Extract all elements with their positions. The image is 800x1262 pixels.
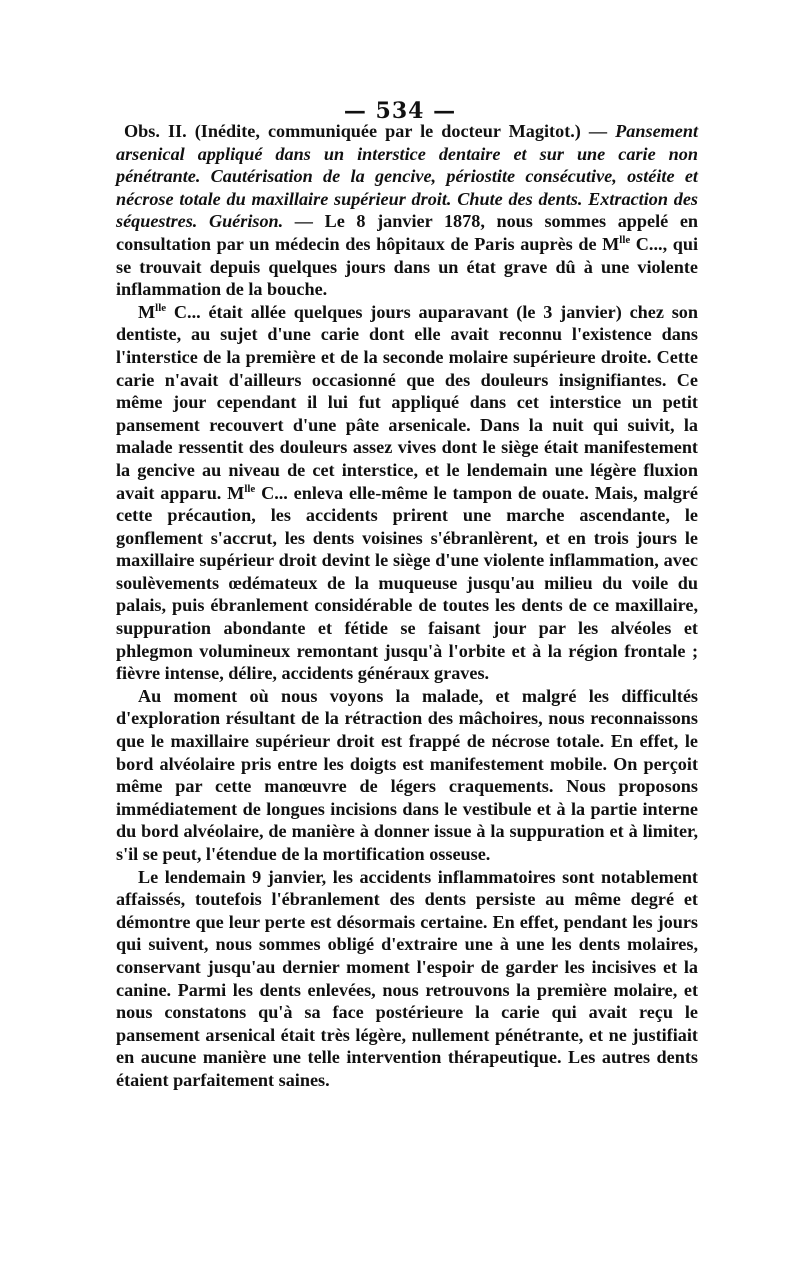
observation-source: (Inédite, communiquée par le docteur Magitot.) — bbox=[194, 121, 608, 141]
paragraph-1-run-2: C..., qui se trouvait depuis quelques jours dans un état grave dû à une violente inflammation de la bouche. bbox=[116, 233, 699, 300]
paragraph-4 bbox=[116, 866, 698, 1092]
paragraph-2-run-0: M bbox=[138, 301, 156, 322]
paragraph-2-run-2: C... était allée quelques jours auparavant (le 3 janvier) chez son dentiste, au sujet d'une carie dont elle avait reconnu l'existence dans l'interstice de la première et de la seconde molaire supérieure droite. Cette carie n'avait d'ailleurs occasionné que des douleurs insignifiantes. Ce même jour cependant il lui fut appliqué dans cet interstice un petit pansement recouvert d'une pâte arsenicale. Dans la nuit qui suivit, la malade ressentit des douleurs assez vives dont le siège était manifestement la gencive au niveau de cet interstice, et le lendemain une légère fluxion avait apparu. M bbox=[116, 301, 698, 503]
page-number: — 534 — bbox=[343, 98, 457, 124]
paragraph-4-run-0: Le lendemain 9 janvier, les accidents inflammatoires sont notablement affaissés, toutefois l'ébranlement des dents persiste au même degré et démontre que leur perte est désormais certaine. En effet, pendant les jours qui suivent, nous sommes obligé d'extraire une à une les dents molaires, conservant jusqu'au dernier moment l'espoir de garder les incisives et la canine. Parmi les dents enlevées, nous retrouvons la première molaire, et nous constatons qu'à sa face postérieure la carie qui avait reçu le pansement arsenical était très légère, nullement pénétrante, et ne justifiait en aucune manière une telle intervention thérapeutique. Les autres dents étaient parfaitement saines. bbox=[116, 866, 698, 1090]
page-body bbox=[116, 120, 698, 1092]
paragraph-2-sup-3: lle bbox=[244, 482, 256, 495]
paragraph-1-run-0: Le 8 janvier 1878, nous sommes appelé en consultation par un médecin des hôpitaux de Paris auprès de M bbox=[116, 211, 699, 254]
observation-label: Obs. II. bbox=[124, 121, 187, 141]
paragraph-2-sup-1: lle bbox=[155, 301, 167, 314]
paragraph-1-sup-1: lle bbox=[619, 233, 631, 246]
paragraph-3-run-0: Au moment où nous voyons la malade, et malgré les difficultés d'exploration résultant de la rétraction des mâchoires, nous reconnaissons que le maxillaire supérieur droit est frappé de nécrose totale. En effet, le bord alvéolaire pris entre les doigts est manifestement mobile. On perçoit même par cette manœuvre de légers craquements. Nous proposons immédiatement de longues incisions dans le vestibule et à la partie interne du bord alvéolaire, de manière à donner issue à la suppuration et à limiter, s'il se peut, l'étendue de la mortification osseuse. bbox=[116, 685, 698, 864]
observation-heading bbox=[116, 120, 698, 301]
paragraph-2-run-4: C... enleva elle-même le tampon de ouate. Mais, malgré cette précaution, les accidents prirent une marche ascendante, le gonflement s'accrut, les dents voisines s'ébranlèrent, et en trois jours le maxillaire supérieur droit devint le siège d'une violente inflammation, avec soulèvements œdémateux de la muqueuse jusqu'au milieu du voile du palais, puis ébranlement considérable de toutes les dents de ce maxillaire, suppuration abondante et fétide se faisant jour par les alvéoles et phlegmon volumineux remontant jusqu'à l'orbite et à la région frontale ; fièvre intense, délire, accidents généraux graves. bbox=[116, 482, 698, 684]
paragraph-2 bbox=[116, 301, 698, 685]
observation-title: Pansement arsenical appliqué dans un interstice dentaire et sur une carie non pénétrante. Cautérisation de la gencive, périostite consécutive, ostéite et nécrose totale du maxillaire supérieur droit. Chute des dents. Extraction des séquestres. Guérison. — bbox=[116, 121, 699, 232]
paragraph-3 bbox=[116, 685, 698, 866]
